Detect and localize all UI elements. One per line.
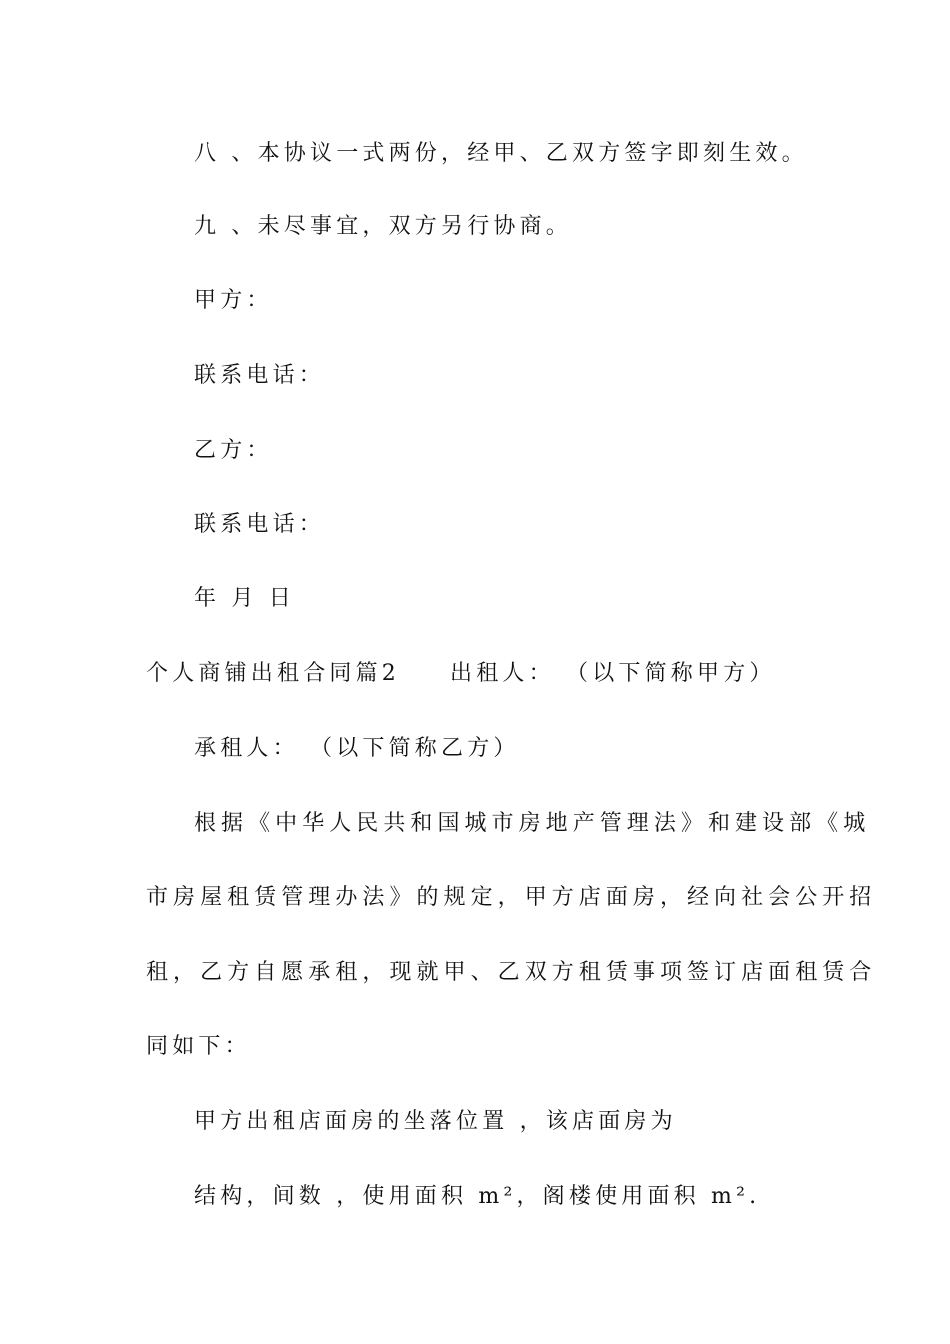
party-b-phone-label: 联系电话： xyxy=(194,512,326,537)
location-line: 甲方出租店面房的坐落位置 ，该店面房为 xyxy=(194,1109,677,1134)
paragraph-line-2: 市房屋租赁管理办法》的规定，甲方店面房，经向社会公开招 xyxy=(146,885,877,910)
party-a-phone-label: 联系电话： xyxy=(194,363,326,388)
paragraph-line-4: 同如下： xyxy=(146,1034,251,1059)
paragraph-line-1: 根据《中华人民共和国城市房地产管理法》和建设部《城 xyxy=(194,811,871,836)
party-b-label: 乙方： xyxy=(194,438,273,463)
party-a-label: 甲方： xyxy=(194,288,273,313)
section-title: 个人商铺出租合同篇2 xyxy=(146,661,400,686)
structure-line: 结构，间数 ，使用面积 m²，阁楼使用面积 m². xyxy=(194,1184,761,1209)
date-line: 年 月 日 xyxy=(194,586,295,611)
lessee-line: 承租人： （以下简称乙方） xyxy=(194,736,520,761)
lessor-line: 出租人： （以下简称甲方） xyxy=(450,661,776,686)
clause-nine: 九 、未尽事宜，双方另行协商。 xyxy=(194,214,572,239)
section-heading-row xyxy=(146,659,776,689)
paragraph-line-3: 租，乙方自愿承租，现就甲、乙双方租赁事项签订店面租赁合 xyxy=(146,960,877,985)
clause-eight: 八 、本协议一式两份，经甲、乙双方签字即刻生效。 xyxy=(194,141,808,166)
